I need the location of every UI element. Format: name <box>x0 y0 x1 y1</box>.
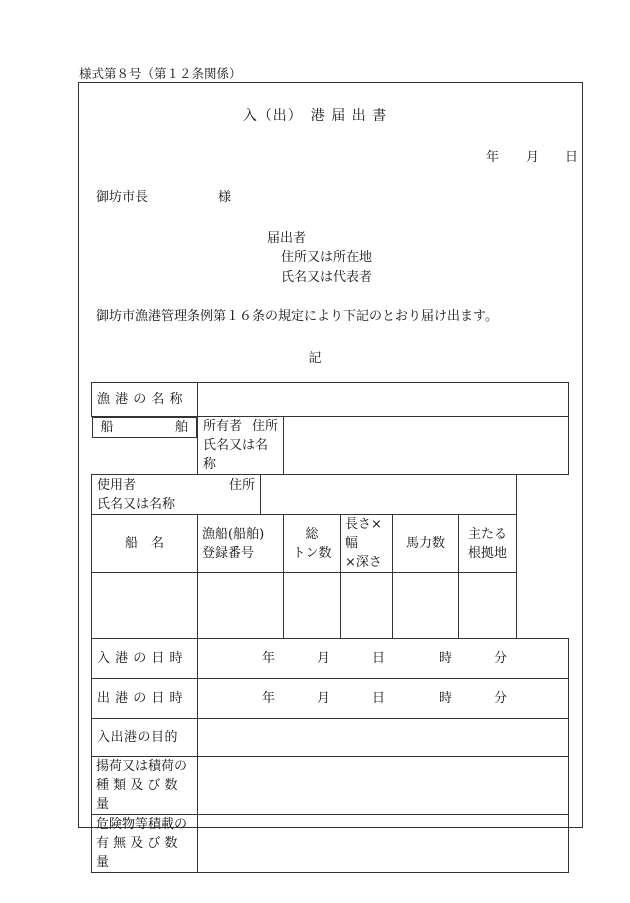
addressee-suffix: 様 <box>218 190 232 205</box>
cargo-field[interactable] <box>198 757 569 815</box>
table-row <box>92 475 569 515</box>
ship-label-left: 船 <box>100 420 114 435</box>
col-dimensions-line2: ×深さ <box>345 555 382 570</box>
col-tonnage <box>284 515 341 573</box>
ship-name-field[interactable] <box>92 573 198 639</box>
cargo-label-line1: 揚荷又は積荷の <box>96 759 188 774</box>
registration-field[interactable] <box>198 573 284 639</box>
ship-label <box>92 417 198 438</box>
entry-month-unit: 月 <box>317 651 331 666</box>
entry-datetime-field[interactable] <box>198 639 569 679</box>
hazard-label-line1: 危険物等積載の <box>96 817 188 832</box>
notifier-label: 届出者 <box>267 231 307 246</box>
owner-label-line1: 所有者 <box>203 419 243 434</box>
col-home-base-line2: 根拠地 <box>467 545 507 561</box>
ship-label-right: 舶 <box>174 420 188 435</box>
owner-field[interactable] <box>284 417 569 475</box>
user-label-line1: 使用者 <box>97 477 137 493</box>
col-tonnage-line1: 総 <box>305 526 319 542</box>
ki-heading: 記 <box>308 351 322 366</box>
table-row <box>92 757 569 815</box>
table-row <box>92 679 569 719</box>
table-row <box>92 815 569 873</box>
tonnage-field[interactable] <box>284 573 341 639</box>
form-table <box>91 382 569 873</box>
home-base-field[interactable] <box>459 573 517 639</box>
notifier-address-label: 住所又は所在地 <box>281 250 373 265</box>
exit-year-unit: 年 <box>262 691 276 706</box>
entry-datetime-label: 入 港 の 日 時 <box>92 639 198 679</box>
cargo-label <box>92 757 198 815</box>
table-row <box>92 383 569 417</box>
user-name-label: 氏名又は名称 <box>97 496 176 512</box>
exit-month-unit: 月 <box>317 691 331 706</box>
table-row <box>92 719 569 757</box>
exit-datetime-label: 出 港 の 日 時 <box>92 679 198 719</box>
col-tonnage-line2: トン数 <box>292 545 332 561</box>
table-row <box>92 573 569 639</box>
entry-minute-unit: 分 <box>494 651 508 666</box>
purpose-field[interactable] <box>198 719 569 757</box>
col-dimensions <box>341 515 393 573</box>
addressee-name: 御坊市長 <box>96 190 149 205</box>
hazard-label-line2: 有 無 及 び 数 量 <box>96 836 178 870</box>
col-registration <box>198 515 284 573</box>
col-horsepower: 馬力数 <box>393 515 459 573</box>
exit-minute-unit: 分 <box>494 691 508 706</box>
notifier-name-label: 氏名又は代表者 <box>281 270 373 285</box>
cargo-label-line2: 種 類 及 び 数 量 <box>96 778 178 812</box>
date-year-label: 年 <box>486 150 500 165</box>
port-name-field[interactable] <box>198 383 569 417</box>
date-day-label: 日 <box>565 150 579 165</box>
owner-label <box>198 417 284 475</box>
purpose-label: 入出港の目的 <box>92 719 198 757</box>
entry-day-unit: 日 <box>372 651 386 666</box>
form-number: 様式第８号（第１２条関係） <box>79 66 242 81</box>
col-home-base <box>459 515 517 573</box>
user-label <box>92 475 261 515</box>
exit-hour-unit: 時 <box>439 691 453 706</box>
table-row <box>92 417 569 475</box>
owner-address-label: 住所 <box>251 419 278 434</box>
user-address-label: 住所 <box>228 477 255 493</box>
exit-datetime-field[interactable] <box>198 679 569 719</box>
date-month-label: 月 <box>526 150 540 165</box>
user-field[interactable] <box>261 475 517 515</box>
hazard-field[interactable] <box>198 815 569 873</box>
entry-year-unit: 年 <box>262 651 276 666</box>
col-registration-line1: 漁船(船舶) <box>202 526 265 542</box>
table-row <box>92 515 569 573</box>
dimensions-field[interactable] <box>341 573 393 639</box>
port-name-label: 漁 港 の 名 称 <box>92 383 198 417</box>
col-home-base-line1: 主たる <box>467 526 507 542</box>
entry-hour-unit: 時 <box>439 651 453 666</box>
page-title: 入（出） 港 届 出 書 <box>242 108 388 124</box>
col-registration-line2: 登録番号 <box>202 545 255 561</box>
col-dimensions-line1: 長さ×幅 <box>345 517 382 551</box>
exit-day-unit: 日 <box>372 691 386 706</box>
statement-text: 御坊市漁港管理条例第１６条の規定により下記のとおり届け出ます。 <box>96 309 498 324</box>
col-ship-name: 船 名 <box>92 515 198 573</box>
horsepower-field[interactable] <box>393 573 459 639</box>
table-row <box>92 639 569 679</box>
hazard-label <box>92 815 198 873</box>
owner-name-label: 氏名又は名称 <box>203 438 269 472</box>
